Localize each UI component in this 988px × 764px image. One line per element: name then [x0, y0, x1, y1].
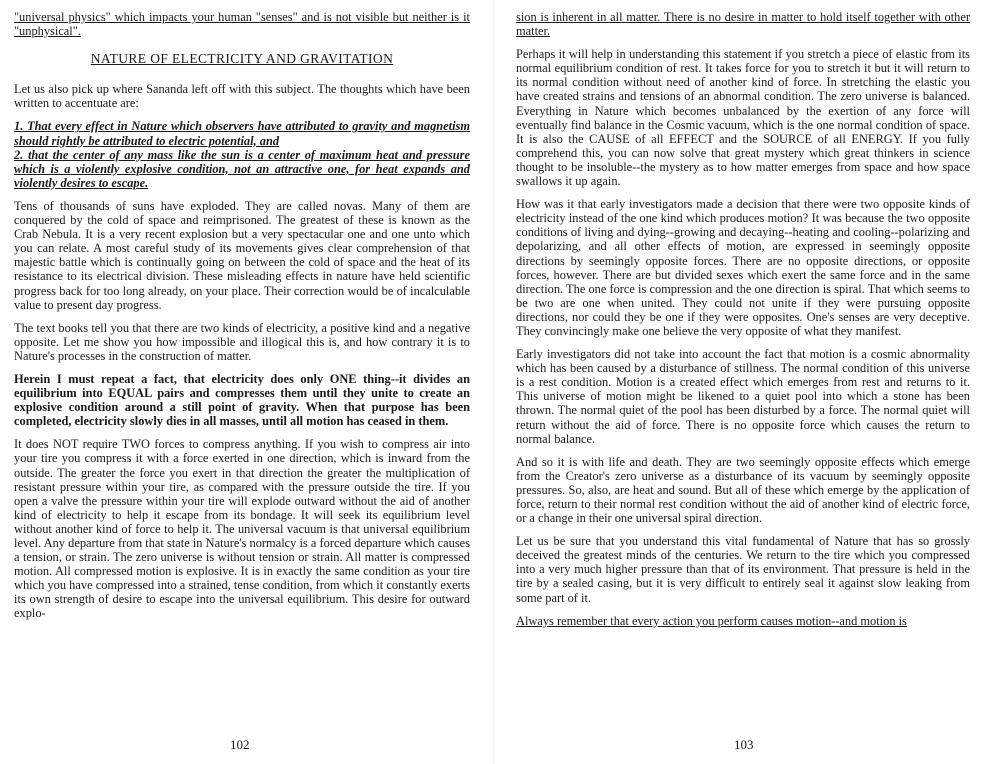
paragraph-always: Always remember that every action you perform causes motion--and motion is: [516, 613, 907, 628]
paragraph-sure: Let us be sure that you understand this vital fundamental of Nature that has so grossly deceived the greatest minds of the centuries. We return to the tire which you compressed into a very much higher pressure than that of its environment. That pressure is held in the tire by a sealed casing, but it is very difficult to entirely seal it against slow leaking from some part of it.: [516, 534, 970, 605]
paragraph-novas: Tens of thousands of suns have exploded. They are called novas. Many of them are conquered by the cold of space and reimprisoned. The greatest of these is known as the Crab Nebula. It is a very recent explosion but a very spectacular one and one unto which you can relate. A most careful study of its movements gives clear comprehension of that majestic battle which is continually going on between the cold of space and the heat of its resistance to its electrical division. These misleading effects in nature have held scientific progress back for too long already, on your place. Their correction would be of incalculable value to present day progress.: [14, 198, 470, 312]
intro-paragraph: Let us also pick up where Sananda left off with this subject. The thoughts which have been written to accentuate are:: [14, 82, 470, 111]
paragraph-investigators: How was it that early investigators made a decision that there were two opposite kinds of electricity instead of the one kind which produces motion? It was because the two opposite conditions of living and dying--growing and decaying--heating and cooling--polarizing and depolarizing, and all other effects of motion, are expressed in seemingly opposite directions by seemingly opposite forces. There are no opposite directions, or opposite forces, however. There are but divided sexes which exert the same force and in the same direction. The one force is compression and the one direction is spiral. That which seems to be two are one when united. They could not unite if they were pursuing opposite directions, nor could they be one if they were opposites. One's senses are very deceptive. They convincingly make one believe the very opposite of what they manifest.: [516, 197, 970, 338]
right-page: [494, 0, 988, 764]
page-number: 102: [230, 736, 250, 752]
top-fragment: sion is inherent in all matter. There is no desire in matter to hold itself together with other matter.: [516, 10, 970, 39]
top-fragment: "universal physics" which impacts your human "senses" and is not visible but neither is it "unphysical".: [14, 10, 470, 39]
point-one: 1. That every effect in Nature which observers have attributed to gravity and magnetism should rightly be attributed to electric potential, and: [14, 119, 470, 148]
paragraph-tire: It does NOT require TWO forces to compress anything. If you wish to compress air into your tire you compress it with a force exerted in one direction, which is inward from the outside. The greater the force you exert in that direction the greater the multiplication of resistant pressure within your tire, as compared with the pressure outside the tire. If you open a valve the pressure within your tire will explode outward without the aid of another kind of electricity to help it escape from its bondage. It will seek its equilibrium level without another kind of force to help it. The universal vacuum is that universal equilibrium level. Any departure from that state in Nature's normalcy is a forced departure which causes a tension, or strain. The zero universe is without tension or strain. All matter is compressed motion. All compressed motion is explosive. It is in exactly the same condition as your tire which you have compressed into a strained, tense condition, from which it constantly exerts its own strength of desire to escape into the universal equilibrium. This desire for outward explo-: [14, 437, 470, 621]
section-heading: NATURE OF ELECTRICITY AND GRAVITATION: [90, 51, 394, 67]
paragraph-elastic: Perhaps it will help in understanding this statement if you stretch a piece of elastic from its normal equilibrium condition of rest. It takes force for you to stretch it but it will return to its normal condition without need of another kind of force. In stretching the elastic you have created strains and tensions of an abnormal condition. The zero universe is balanced. Everything in Nature which becomes unbalanced by the exertion of any force will eventually find balance in the Cosmic vacuum, which is the one normal condition of space. It is also the CAUSE of all EFFECT and the SOURCE of all ENERGY. If you fully comprehend this, you can now solve that great mystery which great thinkers in science thought to be insoluble--the mystery as to how matter emerges from space and how space swallows it up again.: [516, 47, 970, 189]
book-gutter: [493, 0, 495, 764]
paragraph-abnormality: Early investigators did not take into account the fact that motion is a cosmic abnormality which has been caused by a disturbance of stillness. The normal condition of this universe is a rest condition. Motion is a created effect which emerges from rest and returns to it. This universe of motion might be likened to a quiet pool into which a stone has been thrown. The normal quiet of the pool has been disturbed by a force. The normal quiet will return without the aid of force. There is no opposite force which causes the return to normal balance.: [516, 347, 970, 446]
paragraph-herein: Herein I must repeat a fact, that electricity does only ONE thing--it divides an equilibrium into EQUAL pairs and compresses them until they unite to create an explosive condition around a still point of gravity. When that purpose has been completed, electricity slowly dies in all masses, until all motion has ceased in them.: [14, 371, 470, 429]
paragraph-textbooks: The text books tell you that there are two kinds of electricity, a positive kind and a negative opposite. Let me show you how impossible and illogical this is, and how contrary it is to Nature's processes in the construction of matter.: [14, 320, 470, 363]
paragraph-life-death: And so it is with life and death. They are two seemingly opposite effects which emerge from the Creator's zero universe as a disturbance of its vacuum by seemingly opposite pressures. So, also, are heat and sound. But all of these which emerge by the application of force, return to their normal rest condition without the aid of another kind of electric force, or a change in their one universal spiral direction.: [516, 454, 970, 526]
point-two: 2. that the center of any mass like the sun is a center of maximum heat and pressure which is a violently explosive condition, not an attractive one, for heat expands and violently desires to escape.: [14, 147, 470, 190]
page-number: 103: [734, 736, 754, 752]
